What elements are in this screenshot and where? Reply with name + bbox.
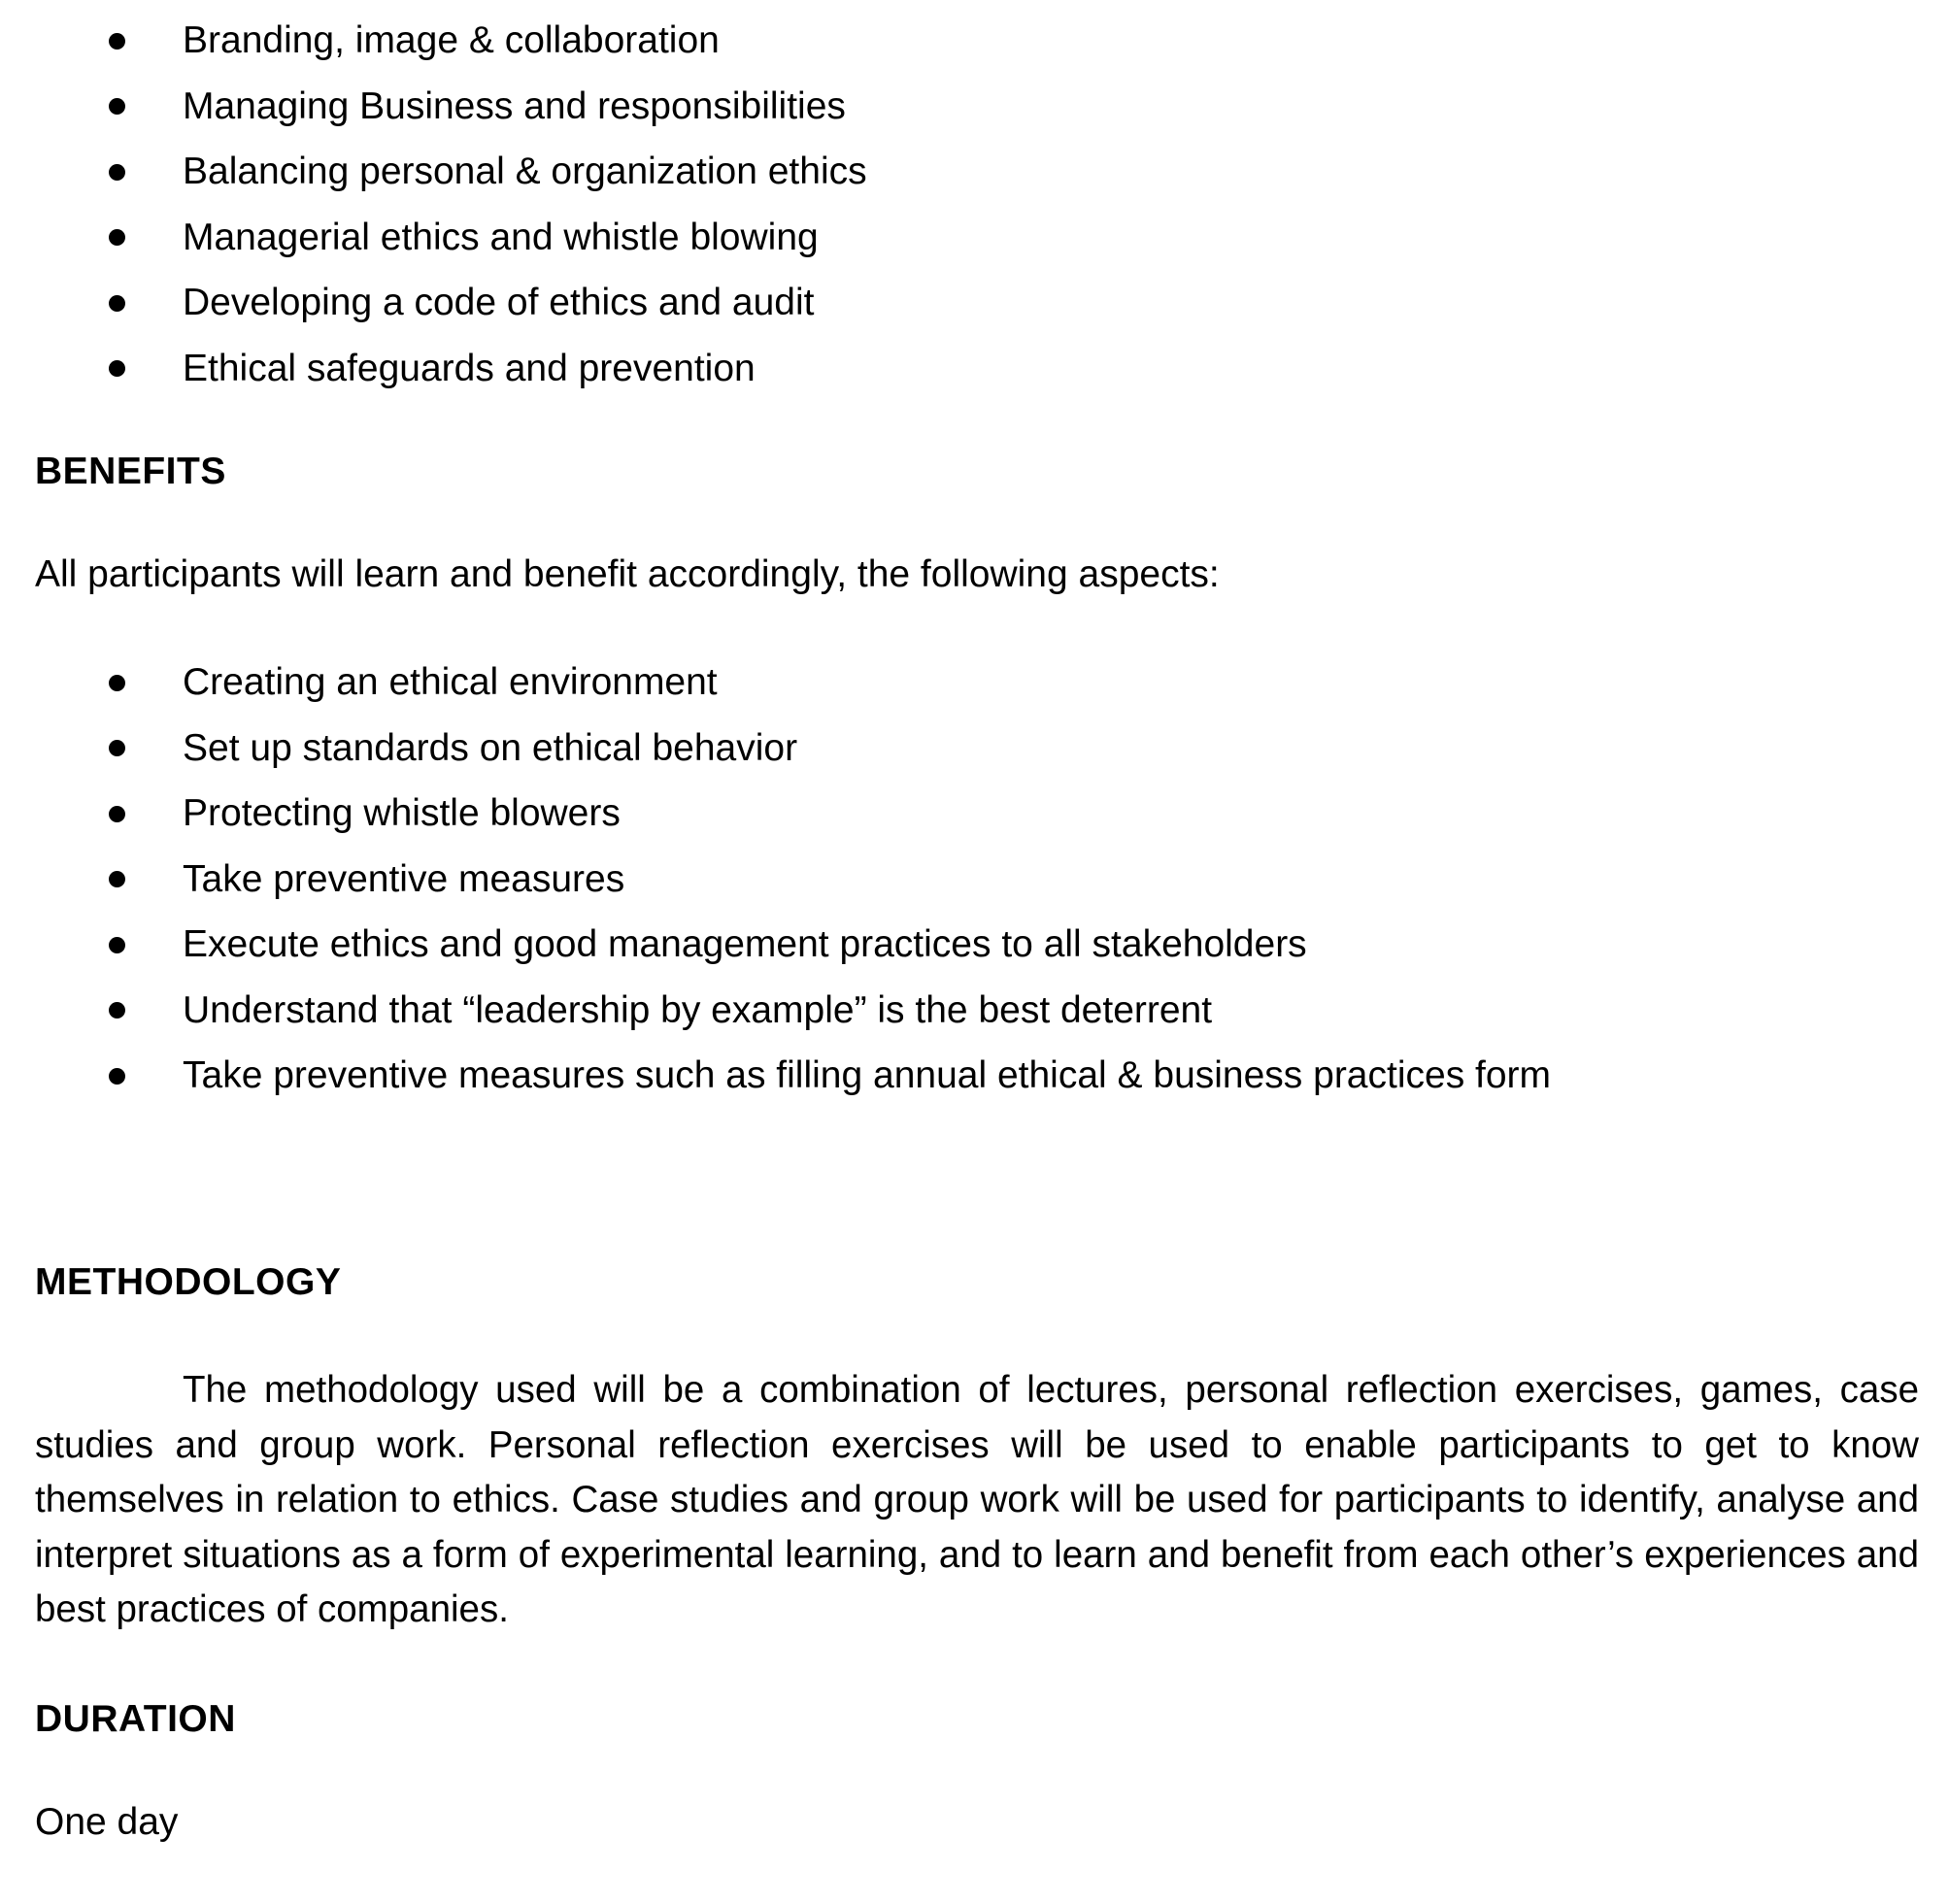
list-item-text: Understand that “leadership by example” is the best deterrent (183, 988, 1213, 1031)
bullet-icon (109, 33, 125, 50)
list-item-text: Set up standards on ethical behavior (183, 726, 798, 769)
bullet-icon (109, 675, 125, 691)
list-item-text: Balancing personal & organization ethics (183, 150, 867, 192)
list-item-text: Managing Business and responsibilities (183, 84, 846, 127)
list-item-text: Managerial ethics and whistle blowing (183, 216, 819, 258)
bullet-icon (109, 1068, 125, 1085)
list-item-text: Branding, image & collaboration (183, 19, 720, 61)
bullet-icon (109, 871, 125, 887)
list-item-text: Execute ethics and good management practices to all stakeholders (183, 923, 1307, 965)
methodology-body: The methodology used will be a combination of lectures, personal reflection exercises, games, case studies and group work. Personal reflection exercises will be used to enable participants to get to know themselves in relation to ethics. Case studies and group work will be used for participants to identify, analyse and interpret situations as a form of experimental learning, and to learn and benefit from each other’s experiences and best practices of companies. (35, 1369, 1919, 1630)
duration-value: One day (35, 1801, 179, 1843)
duration-heading: DURATION (35, 1698, 236, 1740)
bullet-icon (109, 360, 125, 377)
bullet-icon (109, 740, 125, 756)
list-item-text: Take preventive measures (183, 857, 625, 900)
benefits-intro: All participants will learn and benefit accordingly, the following aspects: (35, 553, 1220, 595)
bullet-icon (109, 1002, 125, 1019)
bullet-icon (109, 98, 125, 115)
methodology-heading: METHODOLOGY (35, 1261, 342, 1303)
list-item-text: Developing a code of ethics and audit (183, 282, 815, 323)
bullet-icon (109, 164, 125, 181)
benefits-heading: BENEFITS (35, 451, 226, 492)
bullet-icon (109, 229, 125, 246)
bullet-icon (109, 806, 125, 822)
bullet-icon (109, 295, 125, 312)
list-item-text: Protecting whistle blowers (183, 792, 621, 834)
list-item-text: Creating an ethical environment (183, 661, 718, 703)
list-item-text: Take preventive measures such as filling annual ethical & business practices form (183, 1054, 1552, 1096)
bullet-icon (109, 937, 125, 953)
list-item-text: Ethical safeguards and prevention (183, 347, 756, 389)
